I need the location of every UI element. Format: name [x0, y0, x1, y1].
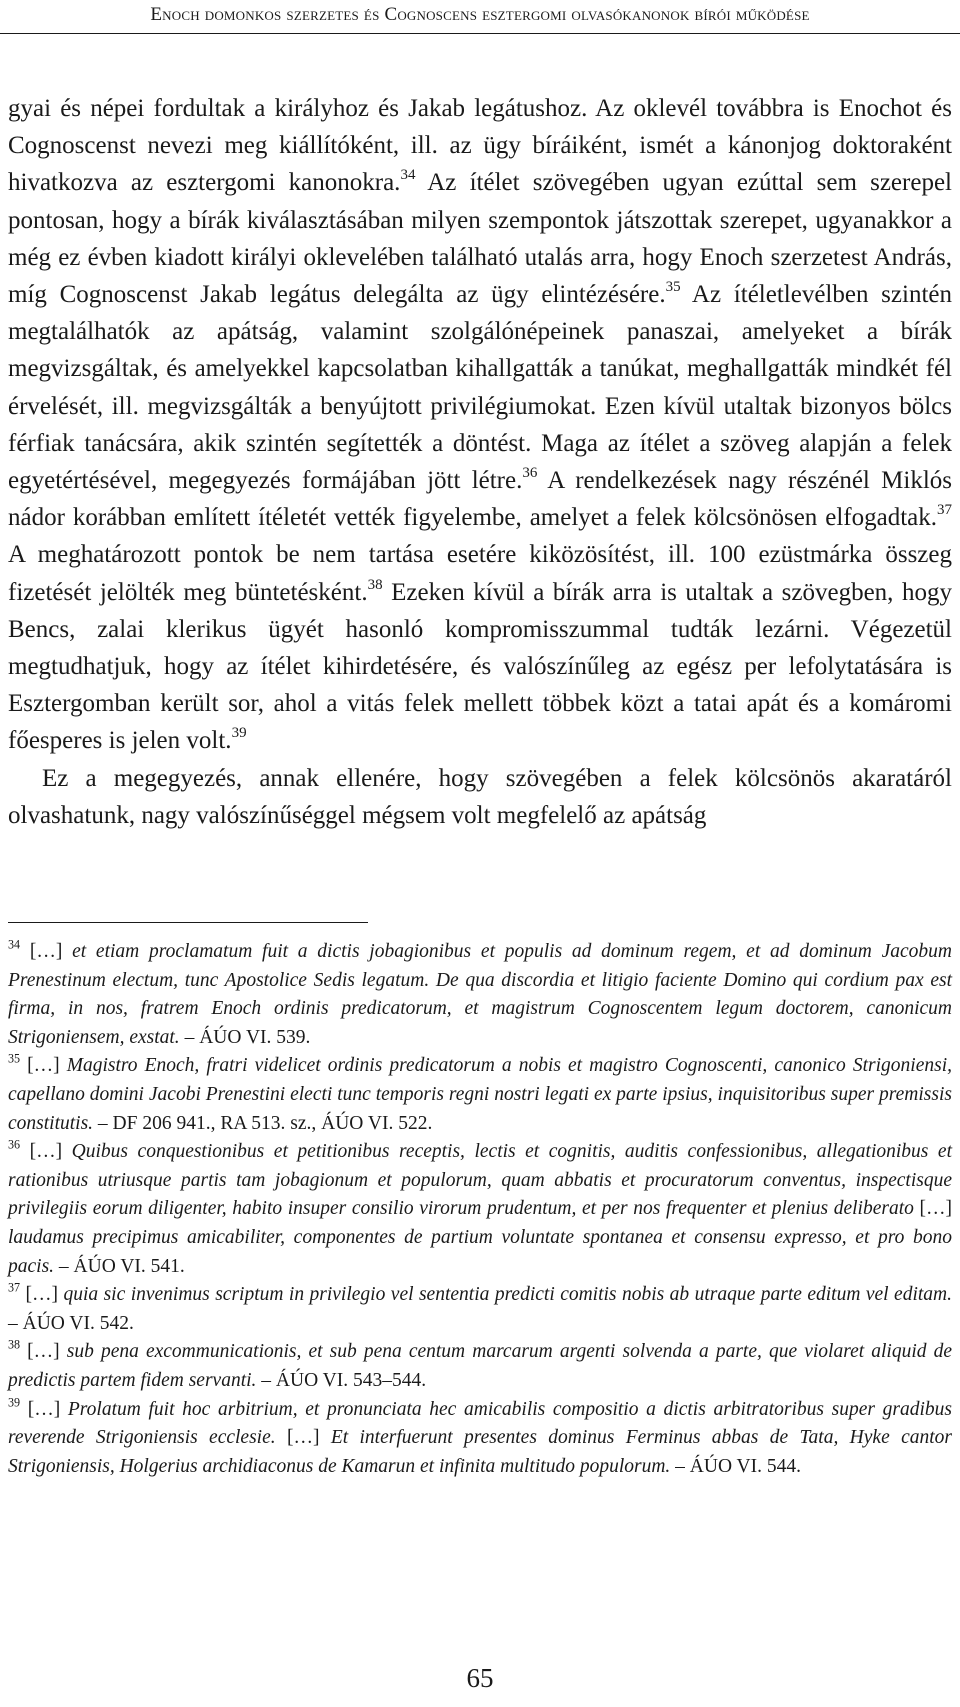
fn-latin-quote: Prolatum fuit hoc arbitrium, et pronunciata hec amicabilis compositio a dictis arbitratoribus super gradibus reverende Strigoniensis ecclesie.	[8, 1398, 952, 1449]
footnote-38	[8, 1338, 952, 1395]
fn-text: […]	[20, 1398, 68, 1420]
text-run: Az ítélet szövegében ugyan ezúttal sem szerepel pontosan, hogy a bírák kiválasztásában milyen szempontok játszottak szerepet, ugyanakkor a még ez évben kiadott királyi oklevelében található utalás arra, hogy Enoch szerzetest András, míg Cognoscenst Jakab legátus delegálta az ügy elintézésére.	[8, 169, 952, 309]
footnote-34	[8, 938, 952, 1052]
fn-latin-quote: Quibus conquestionibus et petitionibus receptis, lectis et cognitis, auditis confessionibus, allegationibus et rationibus utriusque partis tam jobagionum et populorum, quam abbatis et procuratorum conventus, inspectisque privilegiis eorum diligenter, habito insuper consilio virorum prudentum, et per nos frequenter et plenius deliberato	[8, 1141, 952, 1220]
footnote-number: 38	[8, 1337, 21, 1352]
footnote-36	[8, 1138, 952, 1281]
text-run: A meghatározott pontok be nem tartása esetére kiközösítést, ill. 100 ezüstmárka összeg fizetését jelölték meg büntetésként.	[8, 541, 952, 606]
footnote-39	[8, 1396, 952, 1482]
fn-latin-quote: quia sic invenimus scriptum in privilegio vel sententia predicti comitis nobis ab utraque parte editum vel editam.	[63, 1284, 952, 1306]
footnote-ref-37[interactable]: 37	[937, 501, 952, 518]
footnote-35	[8, 1052, 952, 1138]
fn-source: – ÁÚO VI. 539.	[179, 1026, 311, 1048]
footnote-number: 37	[8, 1280, 21, 1295]
footnotes	[8, 938, 952, 1481]
footnote-number: 34	[8, 937, 21, 952]
text-run: Az ítéletlevélben szintén megtalálhatók az apátság, valamint szolgálónépeinek panaszai, amelyeket a bírák megvizsgáltak, és amelyekkel kapcsolatban kihallgatták a tanúkat, meghallgatták mindkét fél érvelését, ill. megvizsgálták a benyújtott privilégiumokat. Ezen kívül utaltak bizonyos bölcs férfiak tanácsára, akik szintén segítették a döntést. Maga az ítélet a szöveg alapján a felek egyetértésével, megegyezés formájában jött létre.	[8, 281, 952, 495]
fn-source: – ÁÚO VI. 544.	[670, 1455, 802, 1477]
footnote-separator	[8, 922, 368, 923]
footnote-37	[8, 1281, 952, 1338]
fn-source: – ÁÚO VI. 543–544.	[256, 1369, 427, 1391]
paragraph-2: Ez a megegyezés, annak ellenére, hogy szövegében a felek kölcsönös akaratáról olvashatunk, nagy valószínűséggel mégsem volt megfelelő az apátság	[8, 764, 952, 829]
text-run: Ezeken kívül a bírák arra is utaltak a szövegben, hogy Bencs, zalai klerikus ügyét hasonló kompromisszummal tudták lezárni. Végezetül megtudhatjuk, hogy az ítélet kihirdetésére, és valószínűleg az egész per lefolytatására is Esztergomban került sor, ahol a vitás felek mellett többek közt a tatai apát és a komáromi főesperes is jelen volt.	[8, 578, 952, 755]
fn-text: […]	[20, 1341, 67, 1363]
fn-latin-quote: et etiam proclamatum fuit a dictis jobagionibus et populis ad dominum regem, et ad dominum Jacobum Prenestinum electum, tunc Apostolice Sedis legatum. De qua discordia et litigio faciente Domino qui cordium pax est firma, in nos, fratrem Enoch ordinis predicatorum, et magistrum Cognoscentem legum doctorem, canonicum Strigoniensem, exstat.	[8, 941, 952, 1048]
footnote-number: 39	[8, 1395, 21, 1410]
fn-text: […]	[20, 1284, 64, 1306]
main-text	[8, 90, 952, 834]
footnote-number: 36	[8, 1137, 21, 1152]
text-run: A rendelkezések nagy részénél Miklós nádor korábban említett ítéletét vették figyelembe, amelyet a felek kölcsönösen elfogadtak.	[8, 467, 953, 532]
footnote-ref-36[interactable]: 36	[522, 464, 538, 481]
running-head: Enoch domonkos szerzetes és Cognoscens esztergomi olvasókanonok bírói működése	[150, 4, 810, 25]
fn-source: – ÁÚO VI. 541.	[54, 1255, 185, 1277]
page-number: 65	[466, 1663, 494, 1693]
fn-latin-quote: Et interfuerunt presentes dominus Ferminus abbas de Tata, Hyke cantor Strigoniensis, Holgerius archidiaconus de Kamarun et infinita multitudo populorum.	[8, 1427, 952, 1477]
header-rule	[0, 33, 960, 34]
fn-latin-quote: sub pena excommunicationis, et sub pena centum marcarum argenti solvenda a parte, que violaret aliquid de predictis partem fidem servanti.	[8, 1341, 952, 1391]
footnote-ref-39[interactable]: 39	[231, 725, 247, 742]
fn-latin-quote: laudamus precipimus amicabiliter, componentes de partium voluntate spontanea et consensu expresso, et pro bono pacis.	[8, 1226, 952, 1277]
fn-source: – ÁÚO VI. 542.	[8, 1312, 134, 1334]
footnote-ref-34[interactable]: 34	[400, 167, 416, 184]
fn-text: […]	[913, 1198, 952, 1220]
paragraph-1	[8, 90, 952, 760]
fn-latin-quote: Magistro Enoch, fratri videlicet ordinis predicatorum a nobis et magistro Cognoscenti, canonico Strigoniensi, capellano domini Jacobi Prenestini electi tunc temporis regni nostri legati ex parte ipsius, inquisitoribus super premissis constitutis.	[8, 1055, 952, 1134]
fn-text: […]	[275, 1427, 331, 1449]
footnote-ref-35[interactable]: 35	[665, 278, 681, 295]
footnote-ref-38[interactable]: 38	[367, 576, 383, 593]
fn-text: […]	[20, 941, 73, 962]
fn-source: – DF 206 941., RA 513. sz., ÁÚO VI. 522.	[93, 1112, 433, 1134]
fn-text: […]	[20, 1141, 72, 1163]
footnote-number: 35	[8, 1051, 21, 1066]
text-run: gyai és népei fordultak a királyhoz és Jakab legátushoz. Az oklevél továbbra is Enochot és Cognoscenst nevezi meg kiállítóként, ill. az ügy bíráiként, ismét a kánonjog doktoraként hivatkozva az esztergomi kanonokra.	[8, 95, 952, 197]
fn-text: […]	[20, 1055, 67, 1077]
